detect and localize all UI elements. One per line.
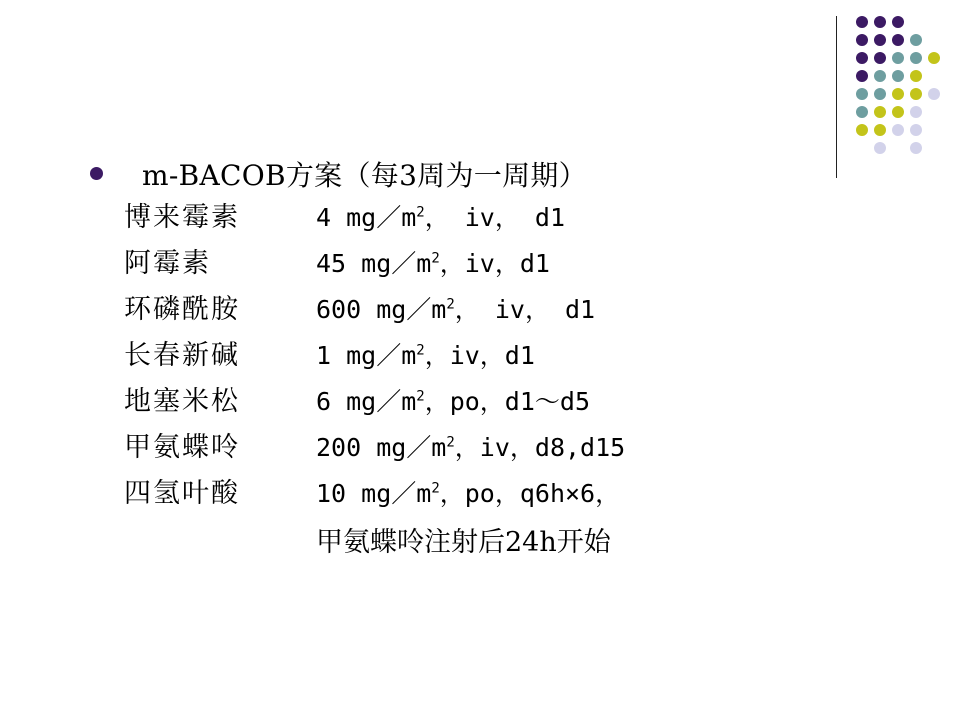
drug-name: 阿霉素 [124,248,211,279]
decorative-dot [910,52,922,64]
decorative-dot [856,88,868,100]
decorative-dot [874,88,886,100]
drug-dose: 1 $mg/m^2$，iv，d1 [316,341,535,370]
drug-dose: 45 $mg/m^2$，iv，d1 [316,249,550,278]
regimen-note: 甲氨蝶呤注射后24h开始 [316,527,611,558]
decorative-dot [928,88,940,100]
decorative-dot [892,124,904,136]
decorative-dot [856,34,868,46]
drug-dose: 6 $mg/m^2$，po，d1～d5 [316,387,591,416]
decorative-dot [856,124,868,136]
decorative-dot [874,16,886,28]
decorative-dot [892,106,904,118]
decorative-dot [856,106,868,118]
slide-title: m-BACOB方案（每3周为一周期） [142,159,587,192]
drug-dose: 600 $mg/m^2$， iv， d1 [316,295,596,324]
decorative-dot [874,70,886,82]
decorative-dot [892,34,904,46]
drug-name: 四氢叶酸 [124,478,240,509]
decorative-dot [910,106,922,118]
decorative-dot [892,52,904,64]
bullet-icon [90,167,103,180]
decorative-dot [856,16,868,28]
decorative-dot [892,88,904,100]
drug-dose: 200 $mg/m^2$，iv，d8,d15 [316,433,626,462]
drug-name: 长春新碱 [124,340,240,371]
decorative-dot [910,88,922,100]
decorative-dot [856,52,868,64]
decorative-dot [892,16,904,28]
drug-dose: 10 $mg/m^2$，po，q6h×6， [316,479,621,508]
decorative-dot [910,142,922,154]
decorative-dot [874,142,886,154]
decorative-dot [928,52,940,64]
decorative-dot [874,34,886,46]
drug-name: 博来霉素 [124,202,240,233]
decorative-divider-line [836,16,837,178]
decorative-dot [910,124,922,136]
decorative-dot [856,70,868,82]
decorative-dot [910,34,922,46]
drug-name: 地塞米松 [124,386,240,417]
decorative-dot [892,70,904,82]
drug-name: 环磷酰胺 [124,294,240,325]
drug-name: 甲氨蝶呤 [124,432,240,463]
decorative-dot [874,52,886,64]
decorative-dot [874,124,886,136]
decorative-dot [910,70,922,82]
drug-dose: 4 $mg/m^2$， iv， d1 [316,203,566,232]
decorative-dot [874,106,886,118]
